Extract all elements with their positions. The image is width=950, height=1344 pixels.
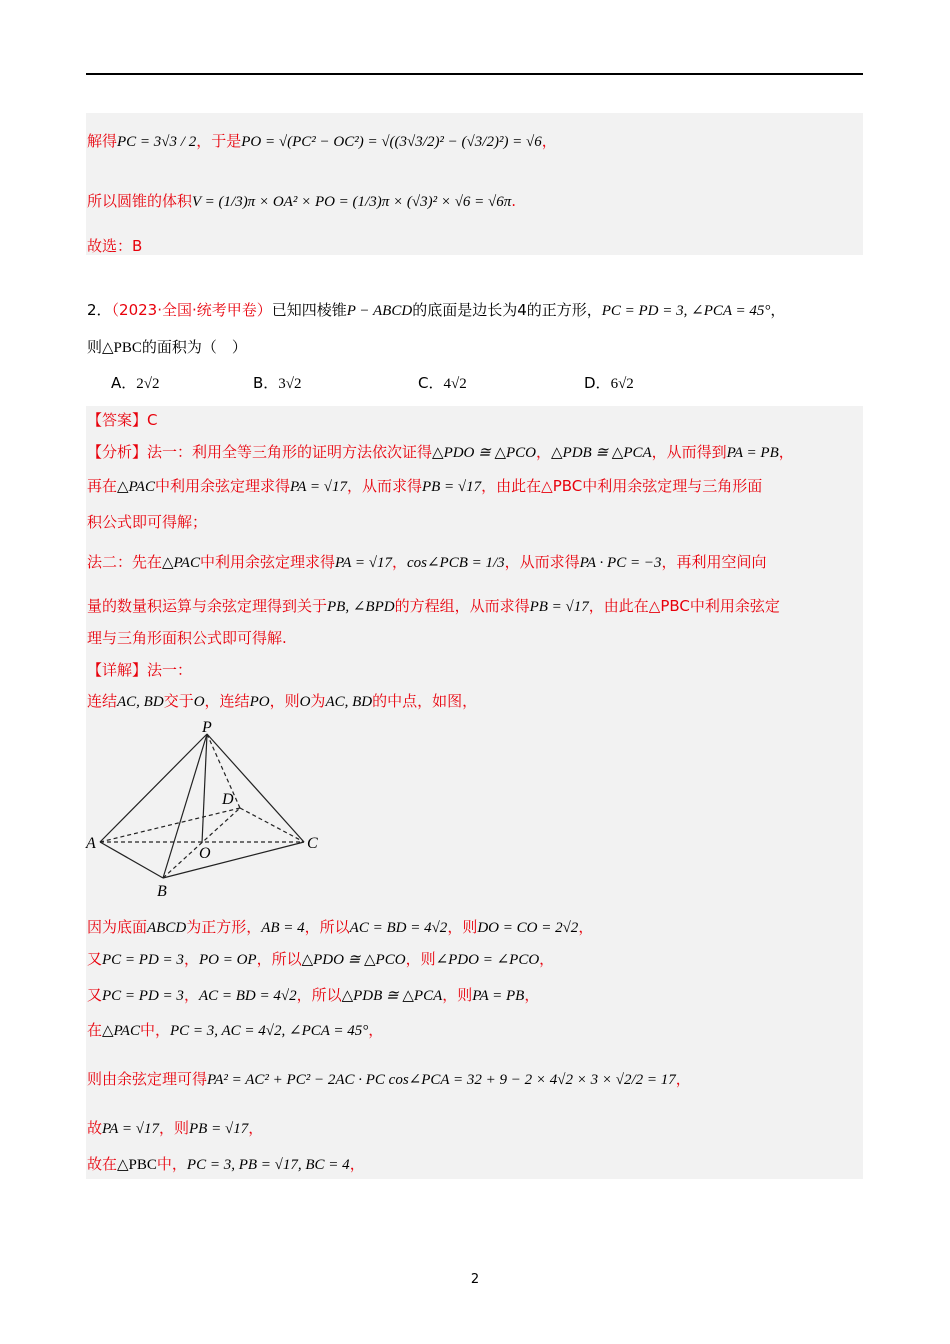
detail-line-6: 则由余弦定理可得PA² = AC² + PC² − 2AC · PC cos∠PCA = 32 + 9 − 2 × 4√2 × 3 × √2/2 = 17， <box>87 1070 691 1088</box>
detail-line-5: 在△PAC中，PC = 3, AC = 4√2, ∠PCA = 45°， <box>87 1021 384 1039</box>
detail-line-8: 故在△PBC中，PC = 3, PB = √17, BC = 4， <box>87 1155 365 1173</box>
edge-BC <box>163 842 304 878</box>
label-C: C <box>307 835 318 852</box>
analysis-line-5: 量的数量积运算与余弦定理得到关于PB, ∠BPD的方程组，从而求得PB = √17，由此在△PBC中利用余弦定 <box>87 597 780 615</box>
label-O: O <box>199 845 211 862</box>
detail-line-1: 连结AC, BD交于O，连结PO，则O为AC, BD的中点，如图， <box>87 692 478 710</box>
label-P: P <box>202 719 212 736</box>
diag-BD <box>163 808 240 878</box>
solution-choice: 故选：B <box>87 237 143 255</box>
option-a: A．2√2 <box>111 374 160 392</box>
detail-line-3: 又PC = PD = 3，PO = OP，所以△PDO ≅ △PCO，则∠PDO = ∠PCO， <box>87 950 555 968</box>
analysis-line-1: 【分析】法一：利用全等三角形的证明方法依次证得△PDO ≅ △PCO，△PDB ≅ △PCA，从而得到PA = PB， <box>87 443 794 461</box>
answer-label: 【答案】C <box>87 411 158 429</box>
detail-line-7: 故PA = √17，则PB = √17， <box>87 1119 264 1137</box>
option-d: D．6√2 <box>584 374 634 392</box>
solution-line-1: 解得PC = 3√3 / 2，于是PO = √(PC² − OC²) = √((3√3/2)² − (√3/2)²) = √6， <box>87 132 557 150</box>
analysis-line-4: 法二：先在△PAC中利用余弦定理求得PA = √17，cos∠PCB = 1/3，从而求得PA · PC = −3，再利用空间向 <box>87 553 767 571</box>
edge-PO <box>202 734 207 843</box>
option-b: B．3√2 <box>253 374 302 392</box>
label-B: B <box>157 883 167 900</box>
pyramid-figure <box>80 718 330 903</box>
detail-label: 【详解】法一： <box>87 661 193 679</box>
question-line-2: 则△PBC的面积为（ ） <box>87 338 247 356</box>
option-c: C．4√2 <box>418 374 467 392</box>
detail-line-2: 因为底面ABCD为正方形，AB = 4，所以AC = BD = 4√2，则DO = CO = 2√2， <box>87 918 594 936</box>
edge-AB <box>100 842 163 878</box>
page-number: 2 <box>470 1272 480 1287</box>
analysis-line-2: 再在△PAC中利用余弦定理求得PA = √17，从而求得PB = √17，由此在△PBC中利用余弦定理与三角形面 <box>87 477 763 495</box>
label-A: A <box>86 835 96 852</box>
edge-AD <box>100 808 240 842</box>
edge-DC <box>240 808 304 842</box>
solution-line-2: 所以圆锥的体积V = (1/3)π × OA² × PO = (1/3)π × (√3)² × √6 = √6π. <box>87 192 517 210</box>
label-D: D <box>222 791 234 808</box>
question-line-1: 2．（2023·全国·统考甲卷）已知四棱锥P − ABCD的底面是边长为4的正方形，PC = PD = 3, ∠PCA = 45°， <box>87 301 786 319</box>
question-source: （2023·全国·统考甲卷） <box>111 301 272 319</box>
analysis-line-3: 积公式即可得解； <box>87 513 208 531</box>
edge-PC <box>207 734 304 842</box>
header-rule <box>86 73 863 75</box>
question-number: 2． <box>87 301 112 319</box>
detail-line-4: 又PC = PD = 3，AC = BD = 4√2，所以△PDB ≅ △PCA，则PA = PB， <box>87 986 540 1004</box>
analysis-line-6: 理与三角形面积公式即可得解. <box>87 629 287 647</box>
